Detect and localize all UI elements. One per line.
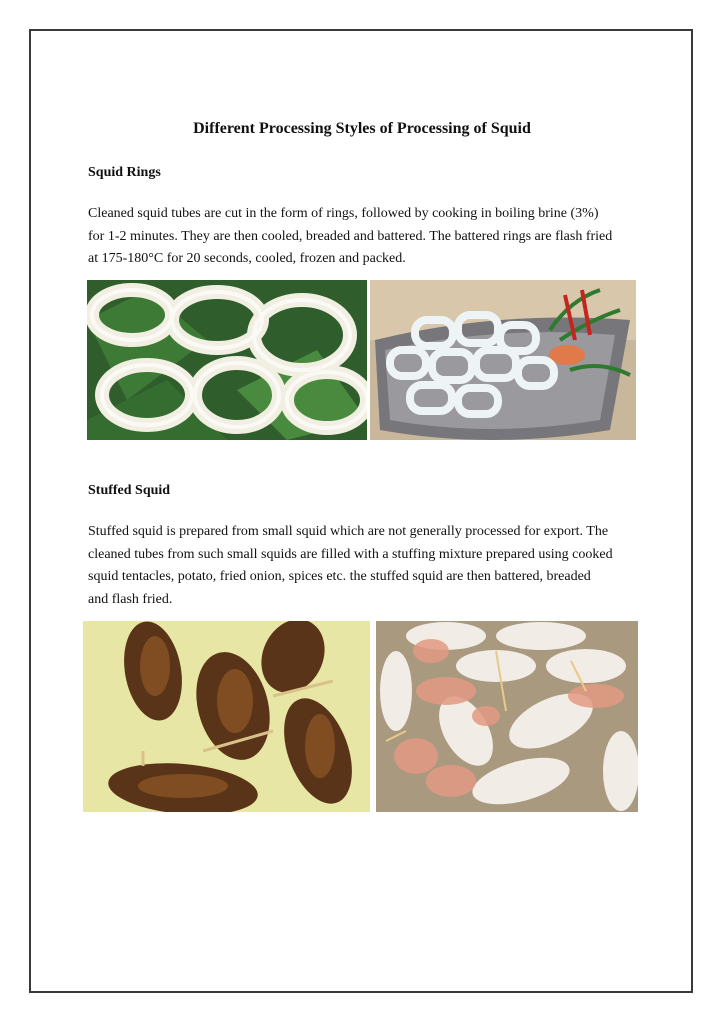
- section-paragraph-stuffed-squid: [88, 521, 648, 611]
- section-paragraph-squid-rings: [88, 203, 648, 271]
- photo-squid-rings-raw: [87, 280, 367, 440]
- paragraph-line: Stuffed squid is prepared from small squid which are not generally processed for export. The: [88, 524, 609, 539]
- paragraph-line: Cleaned squid tubes are cut in the form of rings, followed by cooking in boiling brine (3%): [88, 206, 599, 221]
- paragraph-line: at 175-180°C for 20 seconds, cooled, frozen and packed.: [88, 251, 406, 266]
- paragraph-line: cleaned tubes from such small squids are filled with a stuffing mixture prepared using cooked: [88, 546, 613, 562]
- document-title: Different Processing Styles of Processing of Squid: [193, 120, 531, 137]
- photo-stuffed-squid-raw: [376, 621, 638, 812]
- paragraph-line: and flash fried.: [88, 591, 173, 607]
- paragraph-line: for 1-2 minutes. They are then cooled, breaded and battered. The battered rings are flash fried: [88, 228, 613, 244]
- photo-stuffed-squid-fried: [83, 621, 370, 812]
- paragraph-line: squid tentacles, potato, fried onion, spices etc. the stuffed squid are then battered, breaded: [88, 569, 591, 584]
- section-heading-squid-rings: Squid Rings: [88, 165, 161, 180]
- section-heading-stuffed-squid: Stuffed Squid: [88, 483, 171, 498]
- photo-squid-rings-plated: [370, 280, 636, 440]
